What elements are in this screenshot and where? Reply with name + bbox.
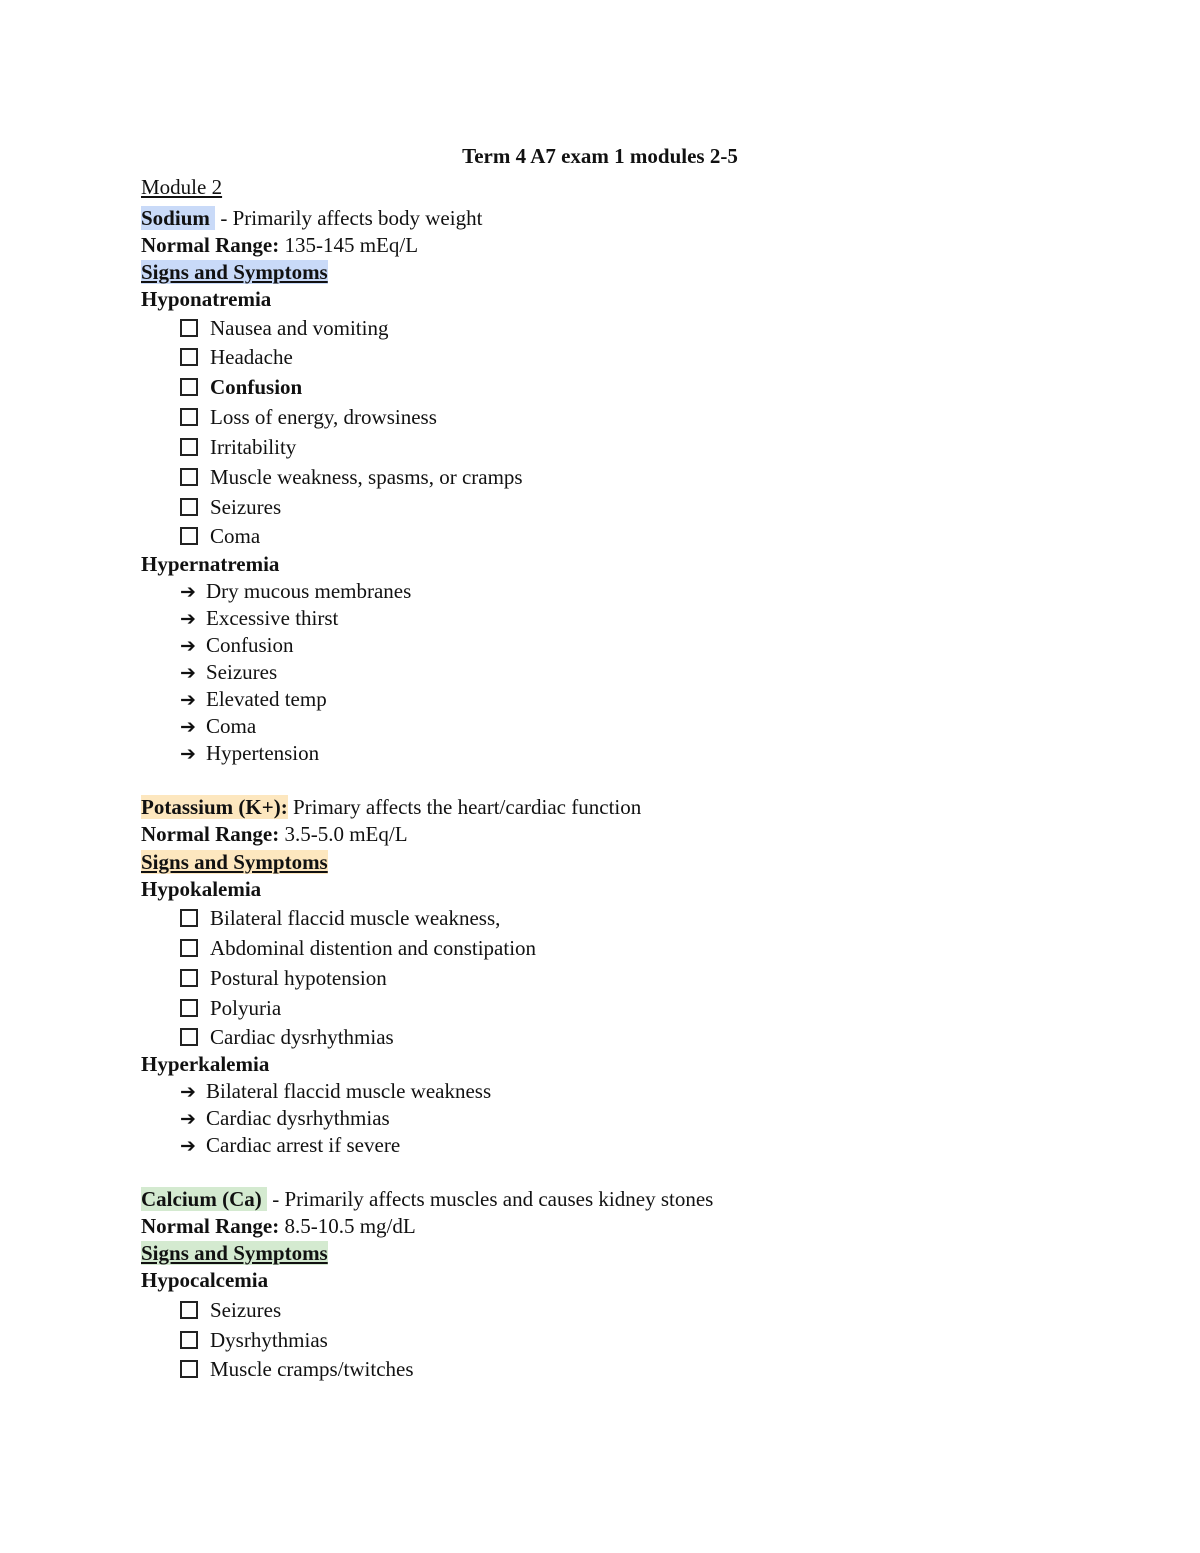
calcium-range (141, 1213, 416, 1240)
list-item (180, 374, 302, 401)
range-value: 3.5-5.0 mEq/L (279, 822, 408, 846)
potassium-range (141, 821, 408, 848)
hypokalemia-heading: Hypokalemia (141, 877, 262, 901)
list-item (180, 1024, 394, 1051)
range-label: Normal Range: (141, 233, 280, 257)
sodium-desc: - Primarily affects body weight (215, 206, 483, 230)
checkbox-bullet-icon (180, 378, 198, 396)
calcium-signs-heading (141, 1240, 328, 1267)
item-label: Excessive thirst (206, 606, 339, 630)
list-item (180, 632, 294, 660)
item-label: Seizures (210, 495, 282, 519)
checkbox-bullet-icon (180, 909, 198, 927)
item-label: Hypertension (206, 741, 320, 765)
list-item (180, 494, 281, 521)
arrow-bullet-icon: ➔ (180, 716, 196, 738)
list-item (180, 740, 319, 768)
signs-label: Signs and Symptoms (141, 850, 328, 874)
list-item (180, 1105, 390, 1133)
list-item (180, 935, 536, 962)
list-item (180, 905, 500, 932)
item-label: Dysrhythmias (210, 1328, 328, 1352)
checkbox-bullet-icon (180, 969, 198, 987)
arrow-bullet-icon: ➔ (180, 1081, 196, 1103)
item-label: Elevated temp (206, 687, 327, 711)
item-label: Irritability (210, 435, 297, 459)
arrow-bullet-icon: ➔ (180, 1108, 196, 1130)
list-item (180, 344, 293, 371)
checkbox-bullet-icon (180, 498, 198, 516)
item-label: Coma (206, 714, 257, 738)
checkbox-bullet-icon (180, 408, 198, 426)
sodium-range (141, 232, 418, 259)
checkbox-bullet-icon (180, 1331, 198, 1349)
page-title: Term 4 A7 exam 1 modules 2-5 (462, 144, 738, 168)
calcium-name: Calcium (Ca) (141, 1187, 262, 1211)
list-item (180, 1356, 414, 1383)
item-label: Bilateral flaccid muscle weakness (206, 1079, 492, 1103)
calcium-header (141, 1186, 713, 1213)
sodium-name: Sodium (141, 206, 210, 230)
list-item (180, 315, 388, 342)
sodium-signs-heading (141, 259, 328, 286)
list-item (180, 659, 277, 687)
list-item (180, 713, 256, 741)
list-item (180, 523, 260, 550)
hypocalcemia-heading: Hypocalcemia (141, 1268, 269, 1292)
list-item (180, 578, 411, 606)
item-label: Abdominal distention and constipation (210, 936, 537, 960)
arrow-bullet-icon: ➔ (180, 608, 196, 630)
hypernatremia-heading: Hypernatremia (141, 552, 280, 576)
checkbox-bullet-icon (180, 1028, 198, 1046)
item-label: Muscle cramps/twitches (210, 1357, 414, 1381)
item-label: Dry mucous membranes (206, 579, 412, 603)
range-value: 8.5-10.5 mg/dL (279, 1214, 416, 1238)
item-label: Confusion (206, 633, 294, 657)
arrow-bullet-icon: ➔ (180, 635, 196, 657)
list-item (180, 464, 523, 491)
item-label: Coma (210, 524, 261, 548)
arrow-bullet-icon: ➔ (180, 581, 196, 603)
item-label: Nausea and vomiting (210, 316, 389, 340)
item-label: Cardiac dysrhythmias (206, 1106, 390, 1130)
checkbox-bullet-icon (180, 527, 198, 545)
sodium-header (141, 205, 482, 232)
list-item (180, 404, 437, 431)
checkbox-bullet-icon (180, 1360, 198, 1378)
calcium-desc: - Primarily affects muscles and causes kidney stones (266, 1187, 714, 1211)
list-item (180, 1297, 281, 1324)
item-label: Muscle weakness, spasms, or cramps (210, 465, 523, 489)
arrow-bullet-icon: ➔ (180, 662, 196, 684)
signs-label: Signs and Symptoms (141, 1241, 328, 1265)
list-item (180, 1132, 400, 1160)
range-label: Normal Range: (141, 1214, 280, 1238)
checkbox-bullet-icon (180, 1301, 198, 1319)
potassium-header (141, 794, 641, 821)
hyponatremia-heading: Hyponatremia (141, 287, 272, 311)
arrow-bullet-icon: ➔ (180, 1135, 196, 1157)
signs-label: Signs and Symptoms (141, 260, 328, 284)
hyperkalemia-heading: Hyperkalemia (141, 1052, 270, 1076)
range-label: Normal Range: (141, 822, 280, 846)
item-label: Confusion (210, 375, 303, 399)
checkbox-bullet-icon (180, 319, 198, 337)
range-value: 135-145 mEq/L (279, 233, 419, 257)
item-label: Cardiac arrest if severe (206, 1133, 401, 1157)
list-item (180, 686, 327, 714)
list-item (180, 1327, 328, 1354)
item-label: Headache (210, 345, 293, 369)
potassium-desc: Primary affects the heart/cardiac function (287, 795, 642, 819)
list-item (180, 1078, 491, 1106)
item-label: Seizures (206, 660, 278, 684)
list-item (180, 434, 296, 461)
arrow-bullet-icon: ➔ (180, 743, 196, 765)
list-item (180, 995, 281, 1022)
arrow-bullet-icon: ➔ (180, 689, 196, 711)
item-label: Postural hypotension (210, 966, 387, 990)
checkbox-bullet-icon (180, 999, 198, 1017)
checkbox-bullet-icon (180, 438, 198, 456)
checkbox-bullet-icon (180, 468, 198, 486)
item-label: Seizures (210, 1298, 282, 1322)
item-label: Cardiac dysrhythmias (210, 1025, 394, 1049)
potassium-name: Potassium (K+): (141, 795, 288, 819)
checkbox-bullet-icon (180, 348, 198, 366)
list-item (180, 965, 387, 992)
potassium-signs-heading (141, 849, 328, 876)
list-item (180, 605, 338, 633)
item-label: Polyuria (210, 996, 282, 1020)
module-heading: Module 2 (141, 175, 223, 199)
checkbox-bullet-icon (180, 939, 198, 957)
item-label: Loss of energy, drowsiness (210, 405, 437, 429)
item-label: Bilateral flaccid muscle weakness, (210, 906, 501, 930)
